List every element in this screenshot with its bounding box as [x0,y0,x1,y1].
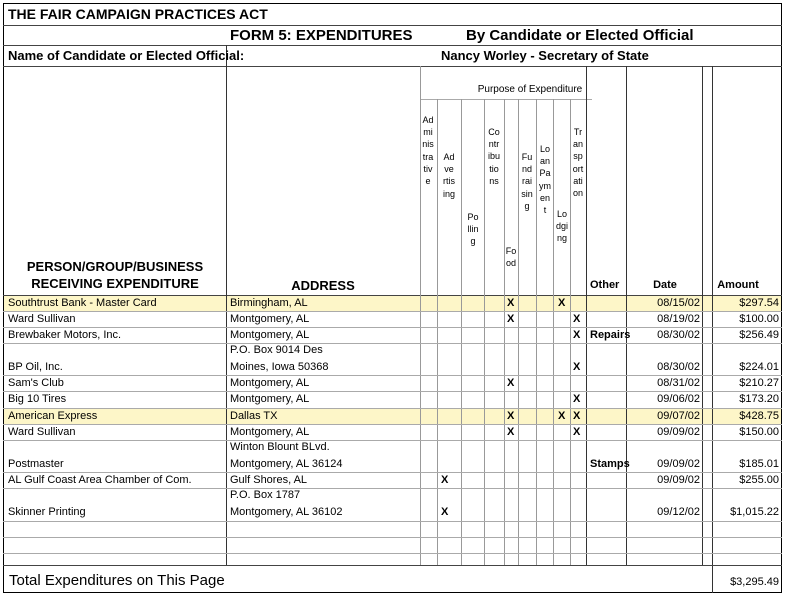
address-line2: Montgomery, AL [230,393,310,405]
address-line1: Winton Blount BLvd. [230,441,330,453]
column-divider [484,99,485,565]
purpose-header-administrative: Administrative [422,115,434,187]
payee-name: Sam's Club [8,377,64,389]
date-header: Date [653,279,677,291]
purpose-mark: X [573,313,581,325]
other-purpose: Repairs [590,329,631,341]
address-line2: Moines, Iowa 50368 [230,361,329,373]
expenditure-date: 09/09/02 [657,474,700,486]
person-header-line1: PERSON/GROUP/BUSINESS [26,259,204,274]
purpose-mark: X [558,410,566,422]
expenditure-date: 08/19/02 [657,313,700,325]
candidate-name: Nancy Worley - Secretary of State [441,48,649,63]
column-divider [570,99,571,565]
expenditure-date: 08/30/02 [657,361,700,373]
row-divider [3,375,782,376]
divider [3,25,782,26]
expenditure-amount: $100.00 [739,313,779,325]
payee-name: BP Oil, Inc. [8,361,63,373]
purpose-header-contributions: Contributions [488,127,501,186]
purpose-mark: X [507,297,515,309]
address-line2: Montgomery, AL [230,377,310,389]
column-divider [504,99,505,565]
column-divider [536,99,537,565]
address-header: ADDRESS [291,278,355,293]
row-divider [3,488,782,489]
amount-header: Amount [717,279,759,291]
payee-name: Ward Sullivan [8,313,76,325]
payee-name: Ward Sullivan [8,426,76,438]
purpose-label: Purpose of Expenditure [477,84,583,95]
expenditure-amount: $150.00 [739,426,779,438]
column-divider [226,45,227,565]
address-line2: Montgomery, AL [230,426,310,438]
divider [3,45,782,46]
purpose-header-food: Food [505,246,517,269]
address-line2: Montgomery, AL 36102 [230,506,343,518]
address-line2: Montgomery, AL 36124 [230,458,343,470]
purpose-mark: X [573,410,581,422]
purpose-mark: X [507,313,515,325]
expenditure-date: 08/31/02 [657,377,700,389]
expenditure-date: 08/15/02 [657,297,700,309]
purpose-header-lodging: Lodging [556,209,569,244]
address-line2: Birmingham, AL [230,297,308,309]
purpose-header-loan-payment: Loan Payment [539,144,551,216]
act-title: THE FAIR CAMPAIGN PRACTICES ACT [8,6,268,22]
purpose-header-transportation: Transportation [572,127,584,199]
expenditure-amount: $255.00 [739,474,779,486]
payee-name: AL Gulf Coast Area Chamber of Com. [8,474,192,486]
other-header: Other [590,279,620,291]
expenditure-amount: $297.54 [739,297,779,309]
payee-name: American Express [8,410,98,422]
expenditure-amount: $210.27 [739,377,779,389]
row-divider [3,343,782,344]
purpose-mark: X [507,377,515,389]
column-divider [553,99,554,565]
purpose-mark: X [507,426,515,438]
column-divider [437,99,438,565]
row-divider [3,537,782,538]
row-divider [3,424,782,425]
divider [3,295,782,296]
expenditure-date: 09/07/02 [657,410,700,422]
purpose-header-advertising: Advertising [443,152,456,199]
purpose-header-polling: Polling [467,212,479,247]
address-line2: Dallas TX [230,410,278,422]
column-divider [461,99,462,565]
row-divider [3,521,782,522]
column-divider [518,99,519,565]
address-line1: P.O. Box 9014 Des [230,344,323,356]
expenditure-date: 09/09/02 [657,458,700,470]
expenditure-date: 08/30/02 [657,329,700,341]
name-label: Name of Candidate or Elected Official: [8,48,245,63]
purpose-mark: X [573,329,581,341]
row-divider [3,311,782,312]
row-divider [3,553,782,554]
address-line2: Gulf Shores, AL [230,474,308,486]
purpose-mark: X [573,426,581,438]
form-title: FORM 5: EXPENDITURES [230,27,413,44]
expenditure-date: 09/06/02 [657,393,700,405]
purpose-mark: X [441,506,449,518]
column-divider [586,66,587,565]
address-line1: P.O. Box 1787 [230,489,301,501]
column-divider [702,66,703,565]
payee-name: Skinner Printing [8,506,86,518]
expenditure-amount: $173.20 [739,393,779,405]
row-divider [3,408,782,409]
row-divider [3,391,782,392]
total-label: Total Expenditures on This Page [9,572,225,589]
purpose-mark: X [573,393,581,405]
purpose-mark: X [441,474,449,486]
row-divider [3,472,782,473]
purpose-mark: X [558,297,566,309]
expenditure-amount: $1,015.22 [730,506,779,518]
row-divider [3,440,782,441]
row-divider [3,565,782,566]
by-title: By Candidate or Elected Official [466,27,694,44]
divider [420,99,592,100]
divider [3,66,782,67]
other-purpose: Stamps [590,458,630,470]
person-header-line2: RECEIVING EXPENDITURE [31,276,199,291]
column-divider [420,66,421,565]
row-divider [3,327,782,328]
payee-name: Big 10 Tires [8,393,67,405]
payee-name: Postmaster [8,458,64,470]
purpose-header-fundraising: Fundraising [521,152,533,211]
expenditure-amount: $256.49 [739,329,779,341]
expenditure-amount: $428.75 [739,410,779,422]
expenditure-amount: $185.01 [739,458,779,470]
payee-name: Brewbaker Motors, Inc. [8,329,122,341]
total-amount: $3,295.49 [730,576,779,588]
payee-name: Southtrust Bank - Master Card [8,297,157,309]
address-line2: Montgomery, AL [230,329,310,341]
address-line2: Montgomery, AL [230,313,310,325]
purpose-mark: X [573,361,581,373]
purpose-mark: X [507,410,515,422]
expenditure-amount: $224.01 [739,361,779,373]
expenditure-date: 09/12/02 [657,506,700,518]
column-divider [626,66,627,565]
expenditure-date: 09/09/02 [657,426,700,438]
